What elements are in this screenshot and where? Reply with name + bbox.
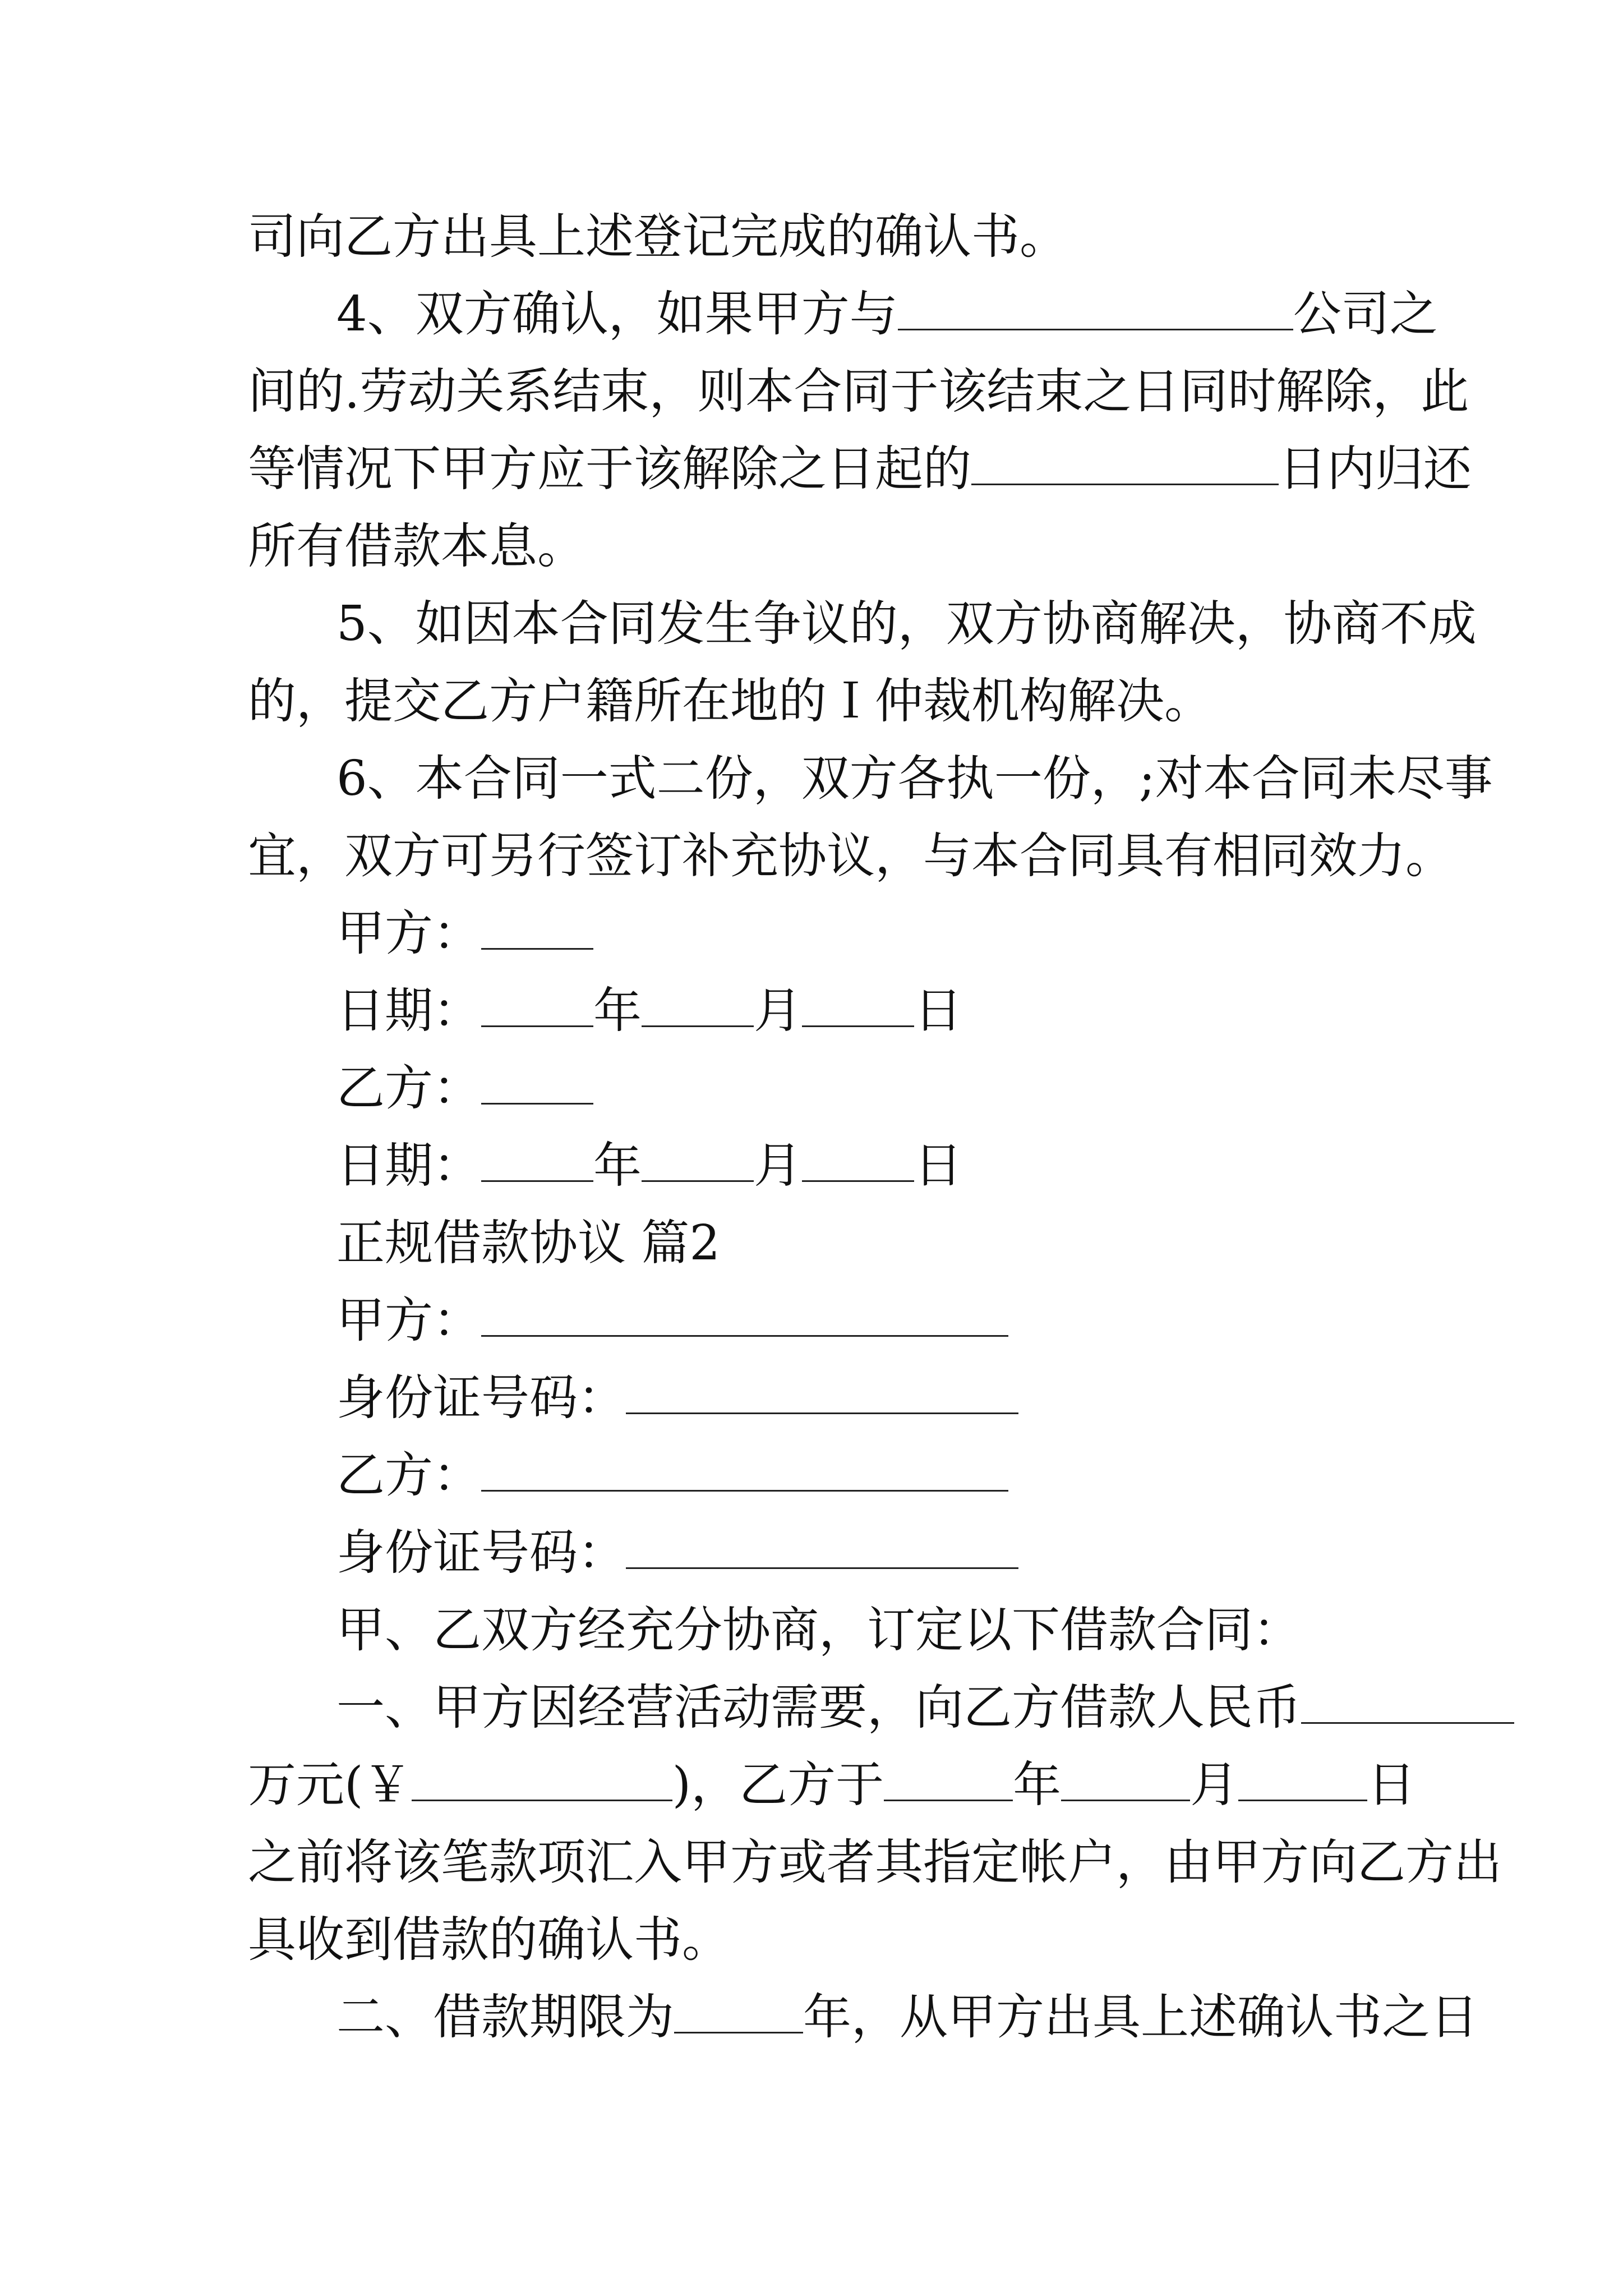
party-b-id-field[interactable] <box>626 1522 1018 1569</box>
party-a-id-field[interactable] <box>626 1368 1018 1414</box>
party-a-name-field[interactable] <box>481 1290 1008 1337</box>
month-field[interactable] <box>1061 1755 1190 1801</box>
party-a-signature: 甲方： <box>336 902 593 965</box>
paragraph-line: 所有借款本息。 <box>248 518 585 574</box>
party-b-field[interactable] <box>481 1058 593 1105</box>
paragraph-line: 司向乙方出具上述登记完成的确认书。 <box>248 209 1068 265</box>
day-field[interactable] <box>802 1135 914 1182</box>
party-b-date: 日期： 年 月 日 <box>336 1134 962 1197</box>
clause-2-line: 二、借款期限为 年，从甲方出具上述确认书之日 <box>336 1986 1478 2049</box>
party-a-id-row: 身份证号码： <box>336 1366 1018 1429</box>
amount-figure-field[interactable] <box>412 1755 672 1801</box>
intro-line: 甲、乙双方经充分协商，订定以下借款合同： <box>336 1602 1301 1658</box>
paragraph-line: 之前将该笔款项汇入甲方或者其指定帐户，由甲方向乙方出 <box>248 1834 1502 1890</box>
amount-field[interactable] <box>1301 1677 1514 1724</box>
party-a-row: 甲方： <box>336 1289 1008 1352</box>
day-field[interactable] <box>802 981 914 1027</box>
blank-days-field[interactable] <box>971 439 1279 485</box>
clause-6-line: 6、本合同一式二份，双方各执一份，;对本合同未尽事 <box>336 751 1493 807</box>
day-field[interactable] <box>1238 1755 1367 1801</box>
month-field[interactable] <box>642 1135 754 1182</box>
party-b-row: 乙方： <box>336 1444 1008 1507</box>
party-a-field[interactable] <box>481 903 593 950</box>
paragraph-line: 的，提交乙方户籍所在地的Ｉ仲裁机构解决。 <box>248 673 1212 729</box>
paragraph-line: 具收到借款的确认书。 <box>248 1912 730 1968</box>
paragraph-line: 宜，双方可另行签订补充协议，与本合同具有相同效力。 <box>248 828 1454 884</box>
paragraph-line: 间的.劳动关系结束，则本合同于该结束之日同时解除，此 <box>248 364 1469 420</box>
clause-4-line: 4、双方确认，如果甲方与 公司之 <box>336 283 1438 346</box>
party-b-signature: 乙方： <box>336 1057 593 1120</box>
party-b-id-row: 身份证号码： <box>336 1521 1018 1584</box>
term-years-field[interactable] <box>674 1987 803 2033</box>
section-heading: 正规借款协议 篇2 <box>336 1215 721 1271</box>
year-field[interactable] <box>481 1135 593 1182</box>
party-a-date: 日期： 年 月 日 <box>336 979 962 1042</box>
month-field[interactable] <box>642 981 754 1027</box>
party-b-name-field[interactable] <box>481 1445 1008 1492</box>
year-field[interactable] <box>481 981 593 1027</box>
clause-5-line: 5、如因本合同发生争议的，双方协商解决，协商不成 <box>336 596 1477 652</box>
clause-1-line: 一、甲方因经营活动需要，向乙方借款人民币 <box>336 1676 1514 1739</box>
blank-company-field[interactable] <box>898 284 1293 330</box>
clause-4-line: 等情况下甲方应于该解除之日起的 日内归还 <box>248 438 1472 500</box>
year-field[interactable] <box>884 1755 1013 1801</box>
clause-1-line: 万元(￥ )，乙方于 年 月 日 <box>248 1754 1415 1816</box>
